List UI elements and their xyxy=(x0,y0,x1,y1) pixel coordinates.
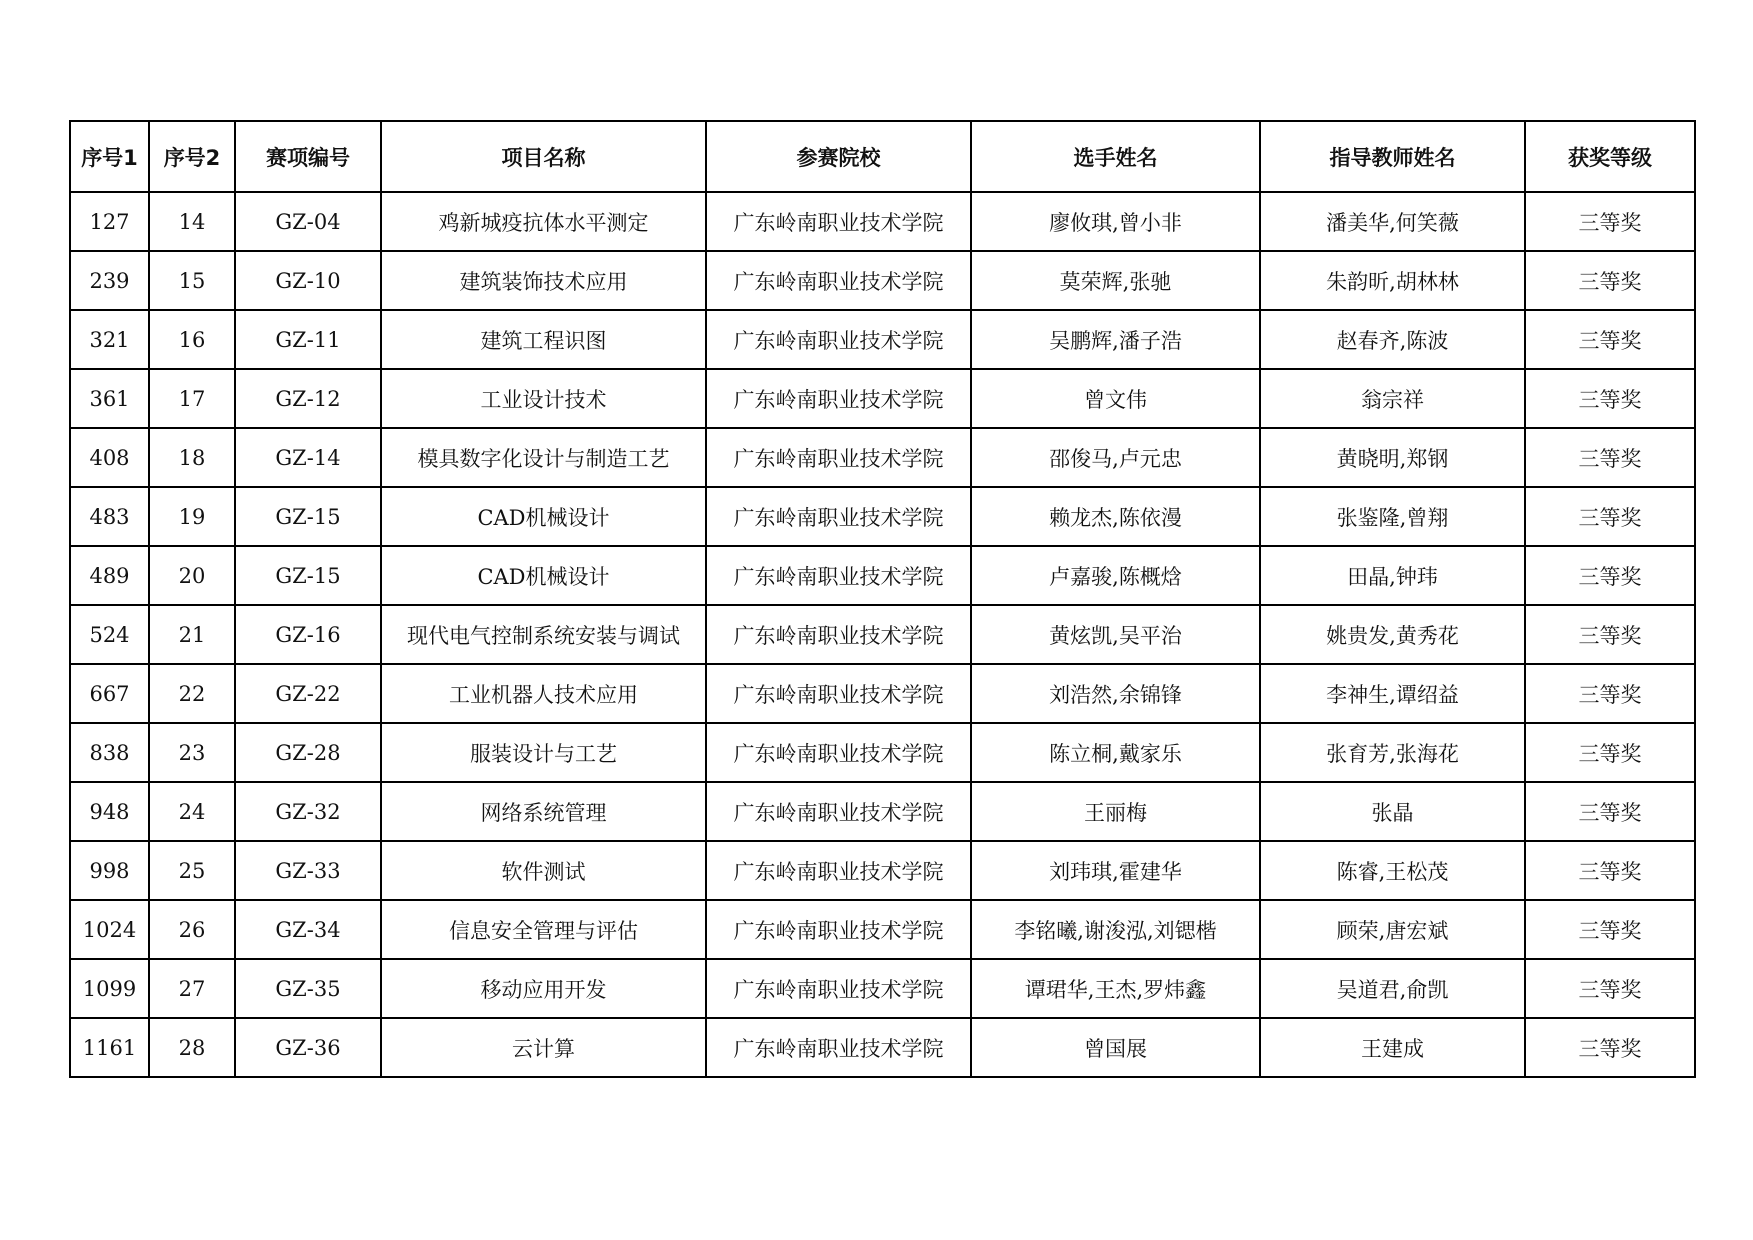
cell-contestants: 刘玮琪,霍建华 xyxy=(971,841,1260,900)
table-header-row xyxy=(70,121,1695,192)
table-row xyxy=(70,605,1695,664)
cell-award-level: 三等奖 xyxy=(1525,959,1695,1018)
cell-school: 广东岭南职业技术学院 xyxy=(706,723,971,782)
table-row xyxy=(70,959,1695,1018)
cell-seq2: 26 xyxy=(149,900,235,959)
cell-event-code: GZ-15 xyxy=(235,546,381,605)
cell-seq1: 998 xyxy=(70,841,149,900)
table-row xyxy=(70,369,1695,428)
cell-seq2: 24 xyxy=(149,782,235,841)
cell-event-code: GZ-15 xyxy=(235,487,381,546)
cell-project-name: CAD机械设计 xyxy=(381,487,706,546)
cell-school: 广东岭南职业技术学院 xyxy=(706,605,971,664)
cell-award-level: 三等奖 xyxy=(1525,428,1695,487)
cell-award-level: 三等奖 xyxy=(1525,605,1695,664)
cell-school: 广东岭南职业技术学院 xyxy=(706,251,971,310)
cell-project-name: CAD机械设计 xyxy=(381,546,706,605)
cell-project-name: 软件测试 xyxy=(381,841,706,900)
cell-event-code: GZ-34 xyxy=(235,900,381,959)
cell-project-name: 工业机器人技术应用 xyxy=(381,664,706,723)
cell-seq1: 1024 xyxy=(70,900,149,959)
cell-award-level: 三等奖 xyxy=(1525,900,1695,959)
cell-seq2: 21 xyxy=(149,605,235,664)
column-header-award-level: 获奖等级 xyxy=(1525,121,1695,192)
column-header-project-name: 项目名称 xyxy=(381,121,706,192)
cell-seq2: 19 xyxy=(149,487,235,546)
cell-contestants: 曾国展 xyxy=(971,1018,1260,1077)
cell-instructors: 姚贵发,黄秀花 xyxy=(1260,605,1525,664)
cell-instructors: 翁宗祥 xyxy=(1260,369,1525,428)
cell-seq1: 838 xyxy=(70,723,149,782)
table-row xyxy=(70,251,1695,310)
cell-contestants: 李铭曦,谢浚泓,刘锶楷 xyxy=(971,900,1260,959)
cell-school: 广东岭南职业技术学院 xyxy=(706,664,971,723)
cell-instructors: 张晶 xyxy=(1260,782,1525,841)
cell-instructors: 顾荣,唐宏斌 xyxy=(1260,900,1525,959)
cell-award-level: 三等奖 xyxy=(1525,664,1695,723)
cell-seq1: 127 xyxy=(70,192,149,251)
cell-contestants: 刘浩然,余锦锋 xyxy=(971,664,1260,723)
cell-contestants: 廖攸琪,曾小非 xyxy=(971,192,1260,251)
table-row xyxy=(70,428,1695,487)
cell-event-code: GZ-14 xyxy=(235,428,381,487)
cell-school: 广东岭南职业技术学院 xyxy=(706,546,971,605)
cell-seq1: 1099 xyxy=(70,959,149,1018)
cell-project-name: 网络系统管理 xyxy=(381,782,706,841)
cell-award-level: 三等奖 xyxy=(1525,1018,1695,1077)
cell-award-level: 三等奖 xyxy=(1525,251,1695,310)
table-row xyxy=(70,664,1695,723)
cell-contestants: 曾文伟 xyxy=(971,369,1260,428)
cell-project-name: 模具数字化设计与制造工艺 xyxy=(381,428,706,487)
cell-award-level: 三等奖 xyxy=(1525,782,1695,841)
cell-project-name: 工业设计技术 xyxy=(381,369,706,428)
cell-school: 广东岭南职业技术学院 xyxy=(706,1018,971,1077)
cell-event-code: GZ-32 xyxy=(235,782,381,841)
cell-contestants: 黄炫凯,吴平治 xyxy=(971,605,1260,664)
cell-award-level: 三等奖 xyxy=(1525,310,1695,369)
cell-seq1: 361 xyxy=(70,369,149,428)
cell-project-name: 现代电气控制系统安装与调试 xyxy=(381,605,706,664)
cell-seq1: 524 xyxy=(70,605,149,664)
column-header-event-code: 赛项编号 xyxy=(235,121,381,192)
cell-school: 广东岭南职业技术学院 xyxy=(706,310,971,369)
column-header-seq2: 序号2 xyxy=(149,121,235,192)
cell-seq2: 15 xyxy=(149,251,235,310)
cell-seq2: 14 xyxy=(149,192,235,251)
cell-award-level: 三等奖 xyxy=(1525,369,1695,428)
cell-seq2: 20 xyxy=(149,546,235,605)
cell-school: 广东岭南职业技术学院 xyxy=(706,900,971,959)
cell-project-name: 移动应用开发 xyxy=(381,959,706,1018)
cell-instructors: 吴道君,俞凯 xyxy=(1260,959,1525,1018)
cell-event-code: GZ-33 xyxy=(235,841,381,900)
cell-instructors: 张育芳,张海花 xyxy=(1260,723,1525,782)
cell-project-name: 信息安全管理与评估 xyxy=(381,900,706,959)
cell-event-code: GZ-22 xyxy=(235,664,381,723)
cell-instructors: 张鉴隆,曾翔 xyxy=(1260,487,1525,546)
table-row xyxy=(70,1018,1695,1077)
cell-seq1: 321 xyxy=(70,310,149,369)
cell-school: 广东岭南职业技术学院 xyxy=(706,959,971,1018)
table-body xyxy=(70,192,1695,1077)
cell-contestants: 莫荣辉,张驰 xyxy=(971,251,1260,310)
cell-award-level: 三等奖 xyxy=(1525,487,1695,546)
cell-seq1: 1161 xyxy=(70,1018,149,1077)
cell-award-level: 三等奖 xyxy=(1525,192,1695,251)
column-header-contestants: 选手姓名 xyxy=(971,121,1260,192)
column-header-seq1: 序号1 xyxy=(70,121,149,192)
cell-seq2: 18 xyxy=(149,428,235,487)
cell-seq2: 27 xyxy=(149,959,235,1018)
cell-award-level: 三等奖 xyxy=(1525,723,1695,782)
cell-seq1: 408 xyxy=(70,428,149,487)
cell-school: 广东岭南职业技术学院 xyxy=(706,428,971,487)
awards-table xyxy=(69,120,1696,1078)
cell-instructors: 李神生,谭绍益 xyxy=(1260,664,1525,723)
column-header-instructors: 指导教师姓名 xyxy=(1260,121,1525,192)
cell-instructors: 朱韵昕,胡林林 xyxy=(1260,251,1525,310)
cell-project-name: 服装设计与工艺 xyxy=(381,723,706,782)
cell-seq2: 22 xyxy=(149,664,235,723)
cell-event-code: GZ-12 xyxy=(235,369,381,428)
cell-contestants: 卢嘉骏,陈概焓 xyxy=(971,546,1260,605)
cell-contestants: 吴鹏辉,潘子浩 xyxy=(971,310,1260,369)
cell-award-level: 三等奖 xyxy=(1525,546,1695,605)
cell-event-code: GZ-36 xyxy=(235,1018,381,1077)
cell-event-code: GZ-16 xyxy=(235,605,381,664)
table-row xyxy=(70,723,1695,782)
cell-event-code: GZ-10 xyxy=(235,251,381,310)
cell-project-name: 鸡新城疫抗体水平测定 xyxy=(381,192,706,251)
cell-school: 广东岭南职业技术学院 xyxy=(706,782,971,841)
cell-seq2: 25 xyxy=(149,841,235,900)
cell-instructors: 田晶,钟玮 xyxy=(1260,546,1525,605)
cell-contestants: 赖龙杰,陈依漫 xyxy=(971,487,1260,546)
table-row xyxy=(70,782,1695,841)
cell-project-name: 建筑装饰技术应用 xyxy=(381,251,706,310)
table-row xyxy=(70,192,1695,251)
cell-seq1: 667 xyxy=(70,664,149,723)
cell-event-code: GZ-28 xyxy=(235,723,381,782)
cell-contestants: 谭珺华,王杰,罗炜鑫 xyxy=(971,959,1260,1018)
cell-instructors: 王建成 xyxy=(1260,1018,1525,1077)
cell-instructors: 黄晓明,郑钢 xyxy=(1260,428,1525,487)
cell-contestants: 邵俊马,卢元忠 xyxy=(971,428,1260,487)
cell-instructors: 陈睿,王松茂 xyxy=(1260,841,1525,900)
cell-seq1: 239 xyxy=(70,251,149,310)
cell-seq1: 483 xyxy=(70,487,149,546)
cell-school: 广东岭南职业技术学院 xyxy=(706,192,971,251)
cell-seq2: 17 xyxy=(149,369,235,428)
table-row xyxy=(70,546,1695,605)
table-row xyxy=(70,310,1695,369)
cell-event-code: GZ-35 xyxy=(235,959,381,1018)
cell-seq2: 16 xyxy=(149,310,235,369)
cell-event-code: GZ-04 xyxy=(235,192,381,251)
table-row xyxy=(70,841,1695,900)
cell-project-name: 建筑工程识图 xyxy=(381,310,706,369)
cell-seq1: 948 xyxy=(70,782,149,841)
table-row xyxy=(70,900,1695,959)
cell-instructors: 潘美华,何笑薇 xyxy=(1260,192,1525,251)
cell-contestants: 陈立桐,戴家乐 xyxy=(971,723,1260,782)
cell-seq2: 28 xyxy=(149,1018,235,1077)
cell-project-name: 云计算 xyxy=(381,1018,706,1077)
cell-school: 广东岭南职业技术学院 xyxy=(706,841,971,900)
cell-seq1: 489 xyxy=(70,546,149,605)
cell-school: 广东岭南职业技术学院 xyxy=(706,369,971,428)
cell-school: 广东岭南职业技术学院 xyxy=(706,487,971,546)
column-header-school: 参赛院校 xyxy=(706,121,971,192)
table-row xyxy=(70,487,1695,546)
cell-instructors: 赵春齐,陈波 xyxy=(1260,310,1525,369)
cell-event-code: GZ-11 xyxy=(235,310,381,369)
cell-seq2: 23 xyxy=(149,723,235,782)
cell-award-level: 三等奖 xyxy=(1525,841,1695,900)
cell-contestants: 王丽梅 xyxy=(971,782,1260,841)
